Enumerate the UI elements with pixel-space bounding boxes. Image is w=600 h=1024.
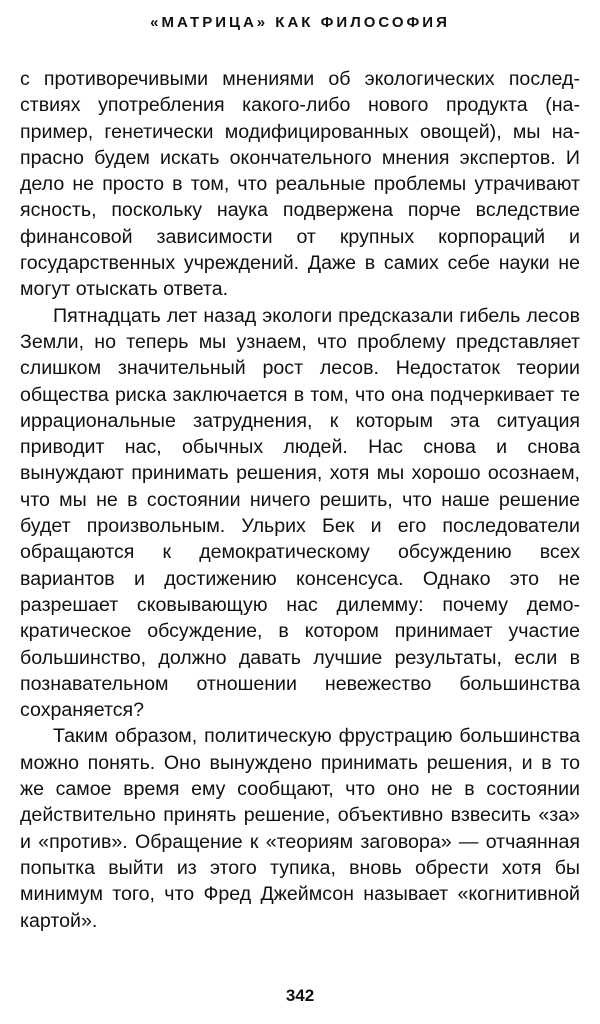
paragraph: Таким образом, политическую фрустрацию большинства можно понять. Оно вынуждено принимать решения, и в то же самое время ему сообщают, что оно не в состоянии действительно принять решение, объективно взвесить «за» и «против». Обращение к «теориям заговора» — отчаянная попытка выйти из этого тупика, вновь обрести хотя бы минимум того, что Фред Джеймсон называет «когнитивной картой».	[20, 725, 580, 932]
page-body	[20, 66, 580, 934]
running-title: «МАТРИЦА» КАК ФИЛОСОФИЯ	[150, 14, 450, 31]
paragraph: Пятнадцать лет назад экологи предсказали гибель лесов Земли, но теперь мы узнаем, что проблему представляет слишком значительный рост лесов. Недостаток теории общества риска заключается в том, что она подчеркивает те иррациональные затруднения, к которым эта ситуация приводит нас, обычных людей. Нас снова и снова вынуждают принимать решения, хотя мы хорошо осознаем, что мы не в состоянии ничего решить, что наше решение будет произвольным. Ульрих Бек и его последователи обращаются к демократическому обсуждению всех вариантов и достижению консенсуса. Однако это не разрешает сковывающую нас дилемму: почему демократическое обсуждение, в котором принимает участие большинство, должно давать лучшие результаты, если в познавательном отношении невежество большинства сохраняется?	[20, 304, 580, 722]
paragraph-continued: с противоречивыми мнениями об экологических последствиях употребления какого-либо нового продукта (например, генетически модифицированных овощей), мы напрасно будем искать окончательного мнения экспертов. И дело не просто в том, что реальные проблемы утрачивают ясность, поскольку наука подвержена порче вследствие финансовой зависимости от крупных корпораций и государственных учреждений. Даже в самих себе науки не могут отыскать ответа.	[20, 68, 580, 301]
page-number: 342	[285, 986, 315, 1005]
